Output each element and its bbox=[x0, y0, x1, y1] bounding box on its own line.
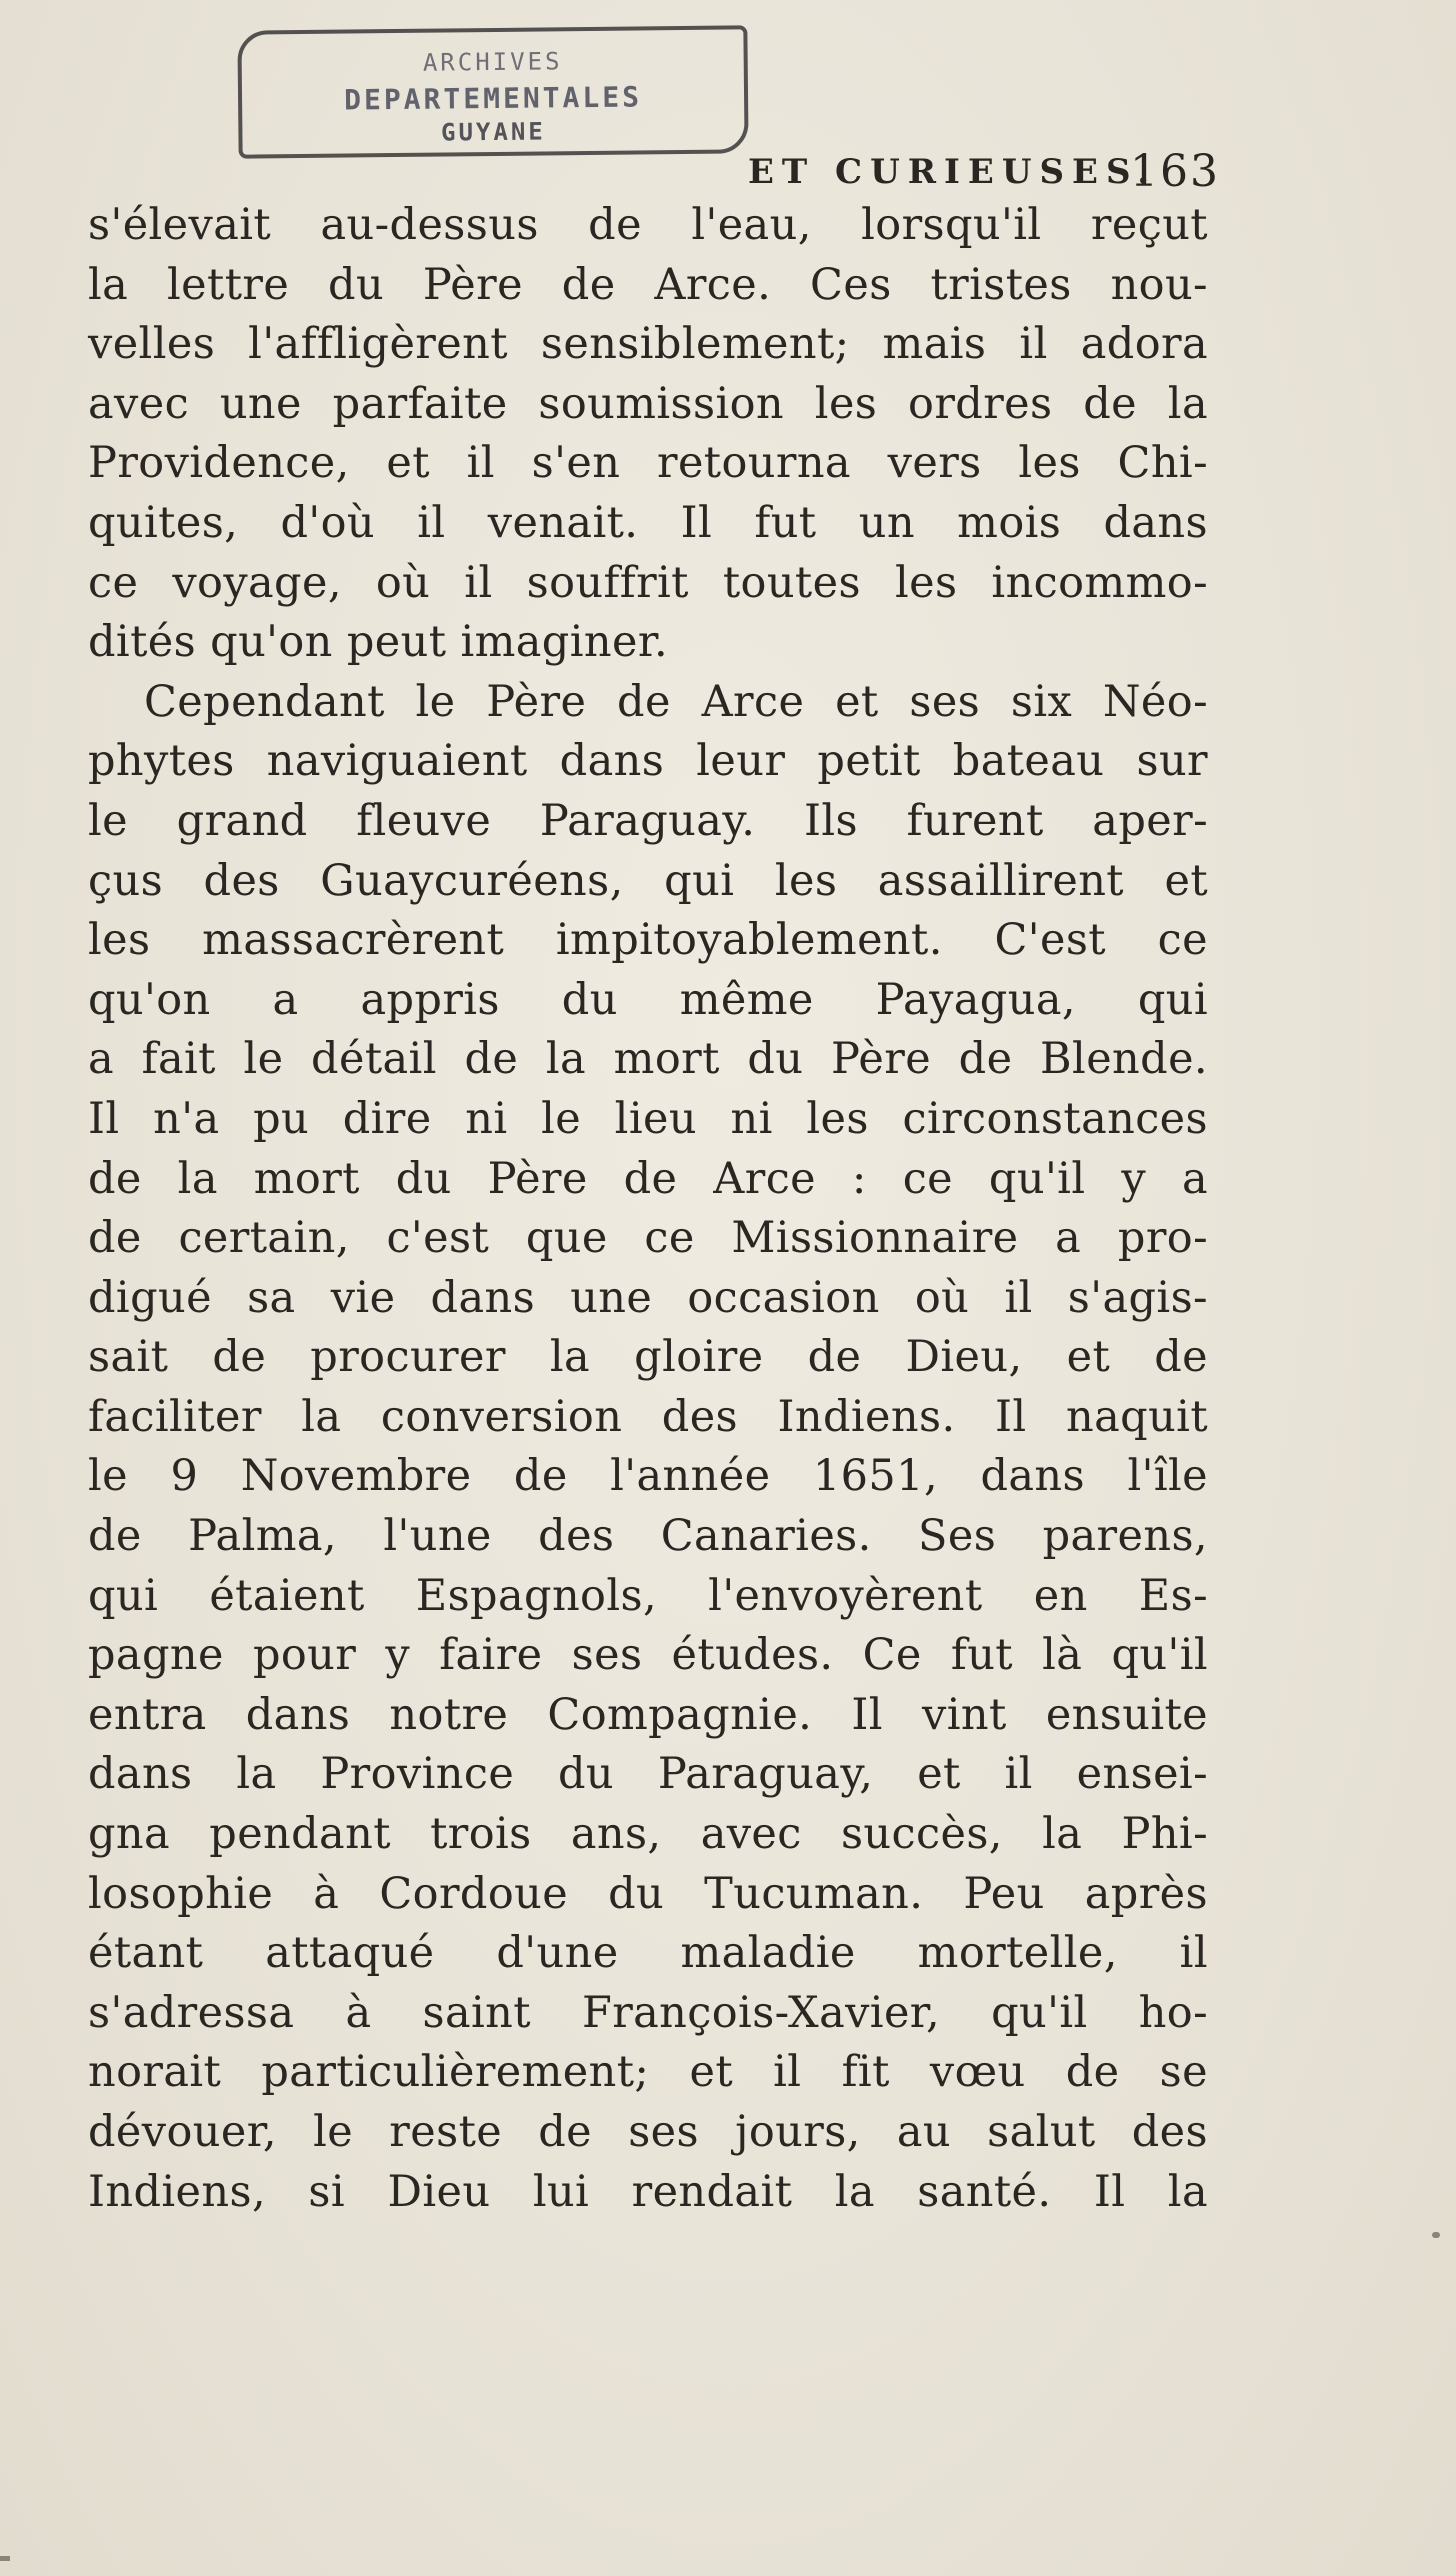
text-line: de certain, c'est que ce Missionnaire a pro- bbox=[88, 1213, 1208, 1264]
stamp-line-3: GUYANE bbox=[440, 117, 546, 147]
stamp-line-1: ARCHIVES bbox=[422, 47, 563, 77]
text-line: qu'on a appris du même Payagua, qui bbox=[88, 974, 1208, 1025]
page-mark bbox=[1432, 2232, 1440, 2238]
archive-stamp bbox=[237, 25, 748, 158]
corner-mark bbox=[0, 2556, 10, 2561]
text-line: de Palma, l'une des Canaries. Ses parens, bbox=[88, 1511, 1208, 1562]
text-line: Providence, et il s'en retourna vers les Chi- bbox=[88, 438, 1208, 489]
text-line: dans la Province du Paraguay, et il ensei- bbox=[88, 1749, 1208, 1800]
text-line: sait de procurer la gloire de Dieu, et de bbox=[88, 1332, 1208, 1383]
text-line: le grand fleuve Paraguay. Ils furent aper- bbox=[88, 795, 1208, 846]
page-number: 163 bbox=[1130, 146, 1220, 197]
text-line: ce voyage, où il souffrit toutes les incommo- bbox=[88, 557, 1208, 608]
text-line: avec une parfaite soumission les ordres de la bbox=[88, 378, 1208, 429]
text-line: s'élevait au-dessus de l'eau, lorsqu'il reçut bbox=[88, 200, 1208, 250]
text-line: gna pendant trois ans, avec succès, la Phi- bbox=[88, 1809, 1208, 1860]
text-line: étant attaqué d'une maladie mortelle, il bbox=[88, 1928, 1208, 1979]
text-line: phytes naviguaient dans leur petit bateau sur bbox=[88, 736, 1208, 787]
text-line: pagne pour y faire ses études. Ce fut là qu'il bbox=[88, 1630, 1208, 1681]
text-line: entra dans notre Compagnie. Il vint ensuite bbox=[88, 1689, 1208, 1740]
text-line: digué sa vie dans une occasion où il s'agis- bbox=[88, 1272, 1208, 1323]
text-line: les massacrèrent impitoyablement. C'est ce bbox=[88, 915, 1208, 966]
text-line: dités qu'on peut imaginer. bbox=[88, 617, 669, 668]
text-line: norait particulièrement; et il fit vœu de se bbox=[88, 2047, 1208, 2098]
text-line: a fait le détail de la mort du Père de Blende. bbox=[88, 1034, 1208, 1085]
text-line: çus des Guaycuréens, qui les assaillirent et bbox=[88, 855, 1208, 906]
text-line: velles l'affligèrent sensiblement; mais il adora bbox=[88, 319, 1208, 370]
stamp-line-2: DEPARTEMENTALES bbox=[343, 80, 643, 117]
text-line: faciliter la conversion des Indiens. Il naquit bbox=[88, 1391, 1208, 1442]
text-line: s'adressa à saint François-Xavier, qu'il ho- bbox=[88, 1987, 1208, 2038]
text-line: le 9 Novembre de l'année 1651, dans l'île bbox=[88, 1451, 1208, 1502]
text-line: dévouer, le reste de ses jours, au salut des bbox=[88, 2107, 1208, 2157]
text-line: losophie à Cordoue du Tucuman. Peu après bbox=[88, 1868, 1208, 1919]
text-line: qui étaient Espagnols, l'envoyèrent en Es- bbox=[88, 1570, 1208, 1621]
running-head: ET CURIEUSES. bbox=[748, 152, 1158, 192]
text-line: Cependant le Père de Arce et ses six Néo- bbox=[144, 676, 1208, 727]
text-line: quites, d'où il venait. Il fut un mois dans bbox=[88, 497, 1208, 548]
text-line: Indiens, si Dieu lui rendait la santé. Il la bbox=[88, 2166, 1208, 2217]
body-text bbox=[88, 196, 1208, 2222]
text-line: la lettre du Père de Arce. Ces tristes nou- bbox=[88, 259, 1208, 310]
text-line: de la mort du Père de Arce : ce qu'il y a bbox=[88, 1153, 1208, 1204]
text-line: Il n'a pu dire ni le lieu ni les circonstances bbox=[88, 1093, 1208, 1144]
